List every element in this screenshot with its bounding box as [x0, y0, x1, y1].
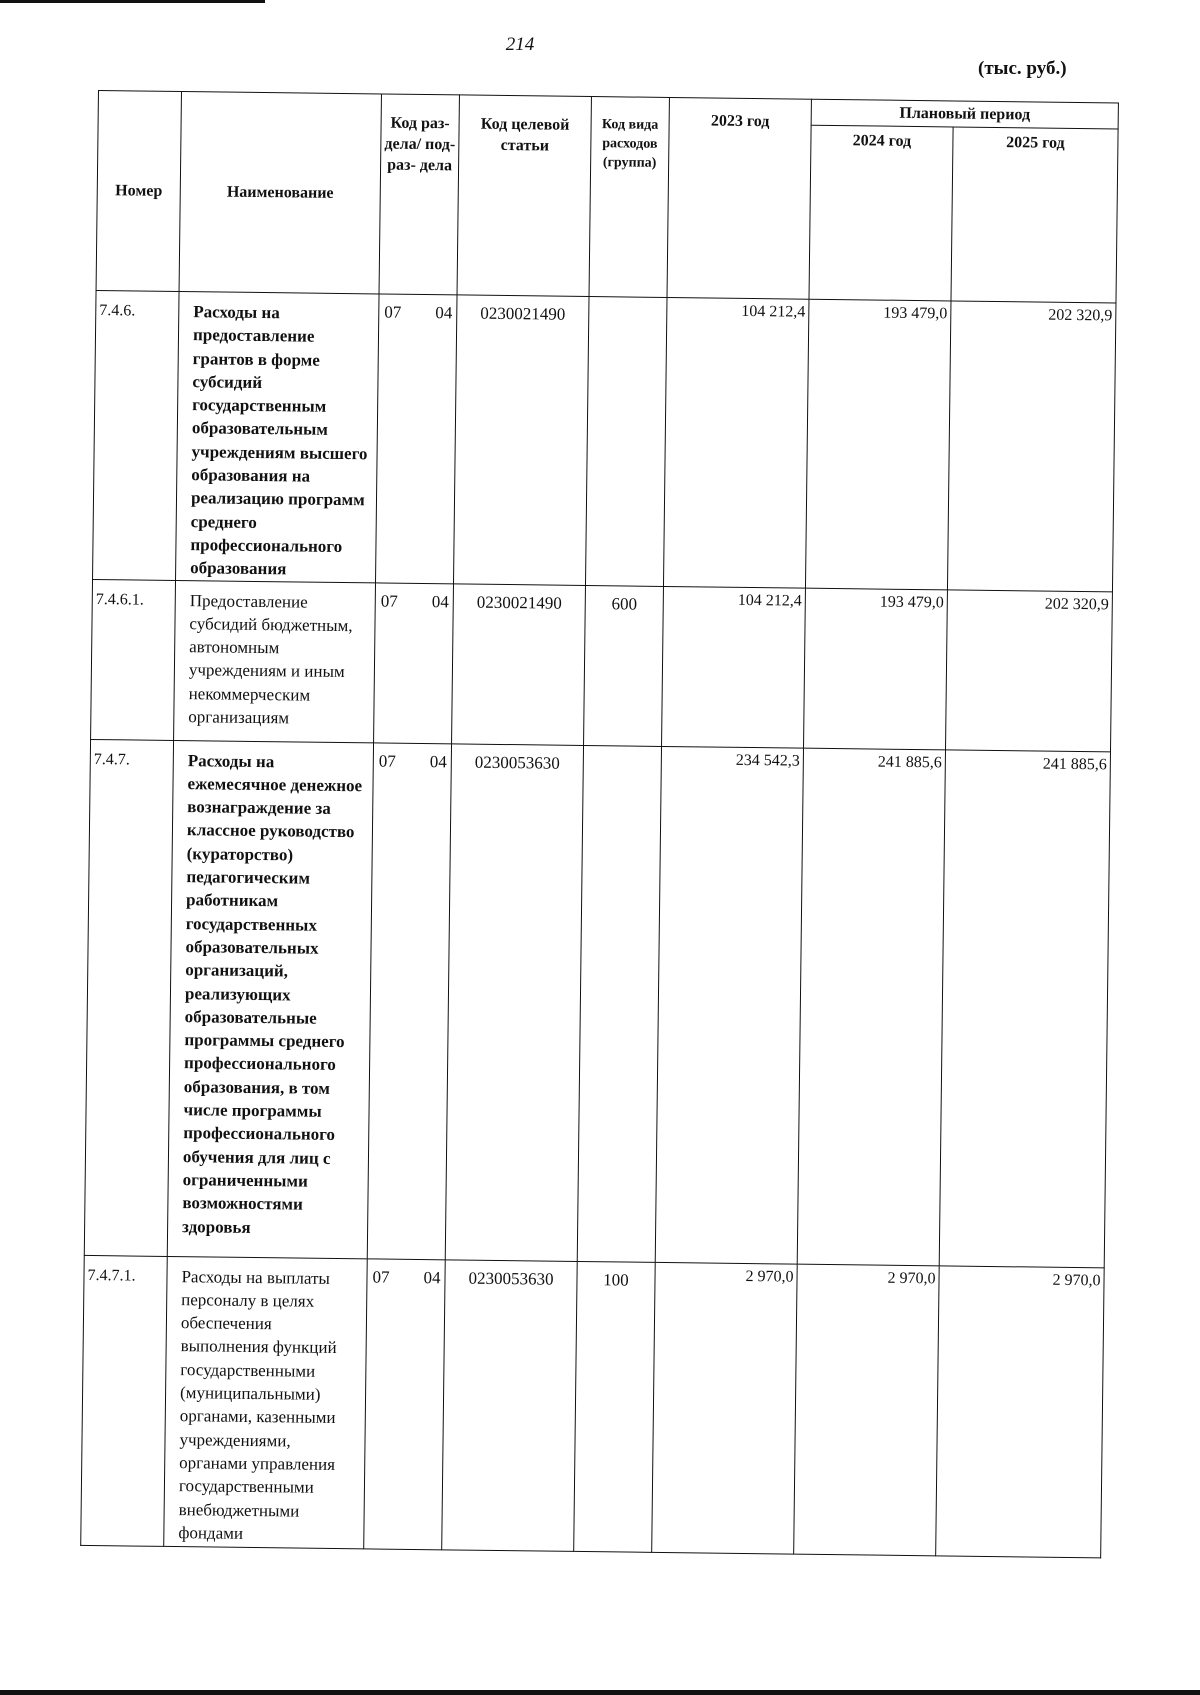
row-section: 07: [378, 751, 396, 771]
row-expense-kind: 100: [574, 1261, 656, 1552]
row-name: Расходы на выплаты персоналу в целях обеспечения выполнения функций государственными (муниципальными) органами, казенными учреждениями, органами управления государственными внебюджетными фондами: [164, 1256, 368, 1548]
row-section-code: [367, 742, 451, 1259]
table-row: [93, 290, 1116, 591]
row-section: 07: [384, 302, 402, 322]
row-expense-kind: 600: [584, 585, 664, 746]
row-target-code: 0230053630: [442, 1259, 578, 1551]
row-number: 7.4.7.: [84, 739, 173, 1256]
row-amount-2024: 193 479,0: [805, 299, 951, 589]
header-number: Номер: [96, 91, 181, 292]
header-section-code: Код раз- дела/ под- раз- дела: [379, 94, 459, 295]
row-amount-2025: 202 320,9: [947, 301, 1116, 592]
row-subsection: 04: [435, 303, 453, 323]
row-subsection: 04: [429, 751, 447, 771]
row-amount-2025: 2 970,0: [936, 1265, 1105, 1557]
header-year-2025: 2025 год: [951, 127, 1118, 303]
row-amount-2023: 2 970,0: [652, 1262, 798, 1554]
header-year-2023: 2023 год: [667, 97, 811, 299]
row-section-code: [376, 294, 458, 583]
row-expense-kind: [577, 745, 661, 1262]
row-subsection: 04: [423, 1267, 441, 1287]
row-section-code: [364, 1258, 446, 1549]
row-amount-2023: 104 212,4: [663, 297, 809, 587]
row-number: 7.4.6.1.: [91, 579, 176, 740]
row-amount-2023: 234 542,3: [655, 746, 803, 1264]
row-amount-2025: 241 885,6: [939, 749, 1110, 1267]
row-section: 07: [380, 591, 398, 611]
budget-table: [80, 90, 1119, 1558]
table-row: [84, 739, 1110, 1267]
header-expense-kind: Код вида расходов (группа): [589, 97, 669, 298]
row-name: Предоставление субсидий бюджетным, автономным учреждениям и иным некоммерческим организациям: [174, 580, 376, 742]
row-name: Расходы на предоставление грантов в форме субсидий государственным образовательным учреждениям высшего образования на реализацию программ среднего профессионального образования: [176, 292, 380, 583]
row-target-code: 0230021490: [452, 583, 586, 745]
row-target-code: 0230053630: [445, 743, 583, 1261]
units-label: (тыс. руб.): [978, 58, 1067, 79]
scan-edge-bottom: [0, 1690, 1200, 1695]
row-number: 7.4.6.: [93, 290, 180, 580]
row-target-code: 0230021490: [453, 295, 589, 585]
header-planning-period: Плановый период: [811, 99, 1118, 129]
row-amount-2024: 2 970,0: [794, 1264, 940, 1556]
row-subsection: 04: [431, 591, 449, 611]
row-section: 07: [372, 1267, 390, 1287]
header-target-code: Код целевой статьи: [457, 95, 591, 297]
row-amount-2023: 104 212,4: [662, 586, 806, 748]
scan-edge-top: [0, 0, 265, 3]
table-row: [91, 579, 1113, 751]
row-amount-2024: 241 885,6: [797, 748, 945, 1266]
row-name: Расходы на ежемесячное денежное вознаграждение за классное руководство (кураторство) педагогическим работникам государственных образовательных организаций, реализующих образовательные программы среднего профессионального образования, в том числе программы профессионального обучения для лиц с ограниченными возможностями здоровья: [167, 740, 373, 1258]
row-amount-2024: 193 479,0: [804, 588, 948, 750]
table-row: [81, 1255, 1104, 1557]
header-name: Наименование: [179, 92, 381, 294]
row-expense-kind: [585, 297, 667, 586]
row-number: 7.4.7.1.: [81, 1255, 168, 1546]
row-section-code: [374, 582, 454, 743]
document-page: [80, 90, 1118, 1558]
page-number: 214: [505, 34, 535, 55]
header-year-2024: 2024 год: [809, 125, 953, 301]
row-amount-2025: 202 320,9: [946, 589, 1113, 751]
